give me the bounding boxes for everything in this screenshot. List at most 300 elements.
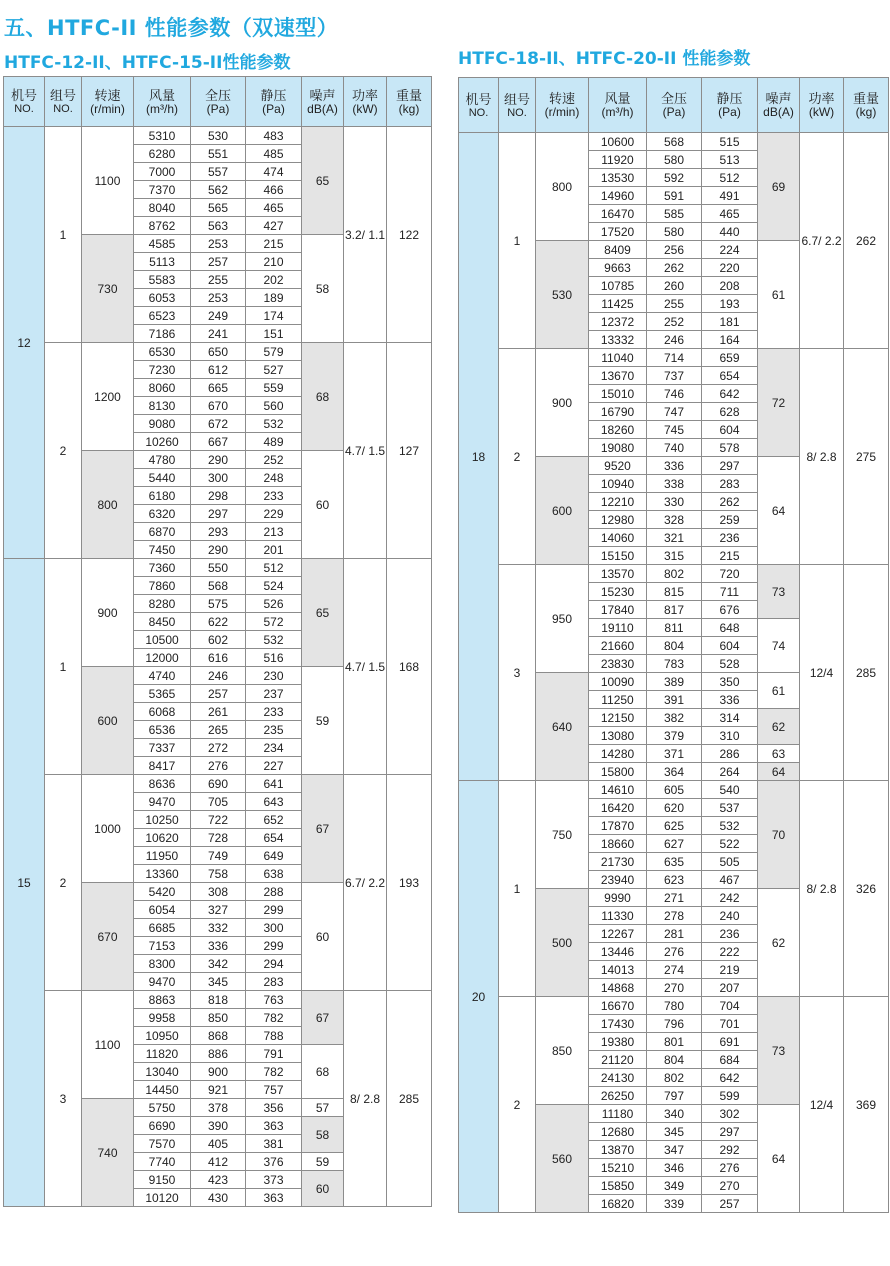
static-pressure-cell: 248 — [246, 469, 302, 487]
speed-cell: 640 — [536, 673, 589, 781]
static-pressure-cell: 427 — [246, 217, 302, 235]
weight-cell: 127 — [387, 343, 432, 559]
total-pressure-cell: 378 — [191, 1099, 246, 1117]
static-pressure-cell: 229 — [246, 505, 302, 523]
total-pressure-cell: 276 — [647, 943, 702, 961]
static-pressure-cell: 578 — [702, 439, 758, 457]
airflow-cell: 13530 — [589, 169, 647, 187]
static-pressure-cell: 283 — [702, 475, 758, 493]
airflow-cell: 6523 — [134, 307, 191, 325]
total-pressure-cell: 257 — [191, 253, 246, 271]
static-pressure-cell: 560 — [246, 397, 302, 415]
static-pressure-cell: 201 — [246, 541, 302, 559]
total-pressure-cell: 620 — [647, 799, 702, 817]
total-pressure-cell: 627 — [647, 835, 702, 853]
airflow-cell: 16820 — [589, 1195, 647, 1213]
static-pressure-cell: 270 — [702, 1177, 758, 1195]
header-machine-no — [459, 78, 499, 133]
speed-cell: 500 — [536, 889, 589, 997]
airflow-cell: 6320 — [134, 505, 191, 523]
total-pressure-cell: 815 — [647, 583, 702, 601]
total-pressure-cell: 580 — [647, 151, 702, 169]
static-pressure-cell: 213 — [246, 523, 302, 541]
speed-cell: 560 — [536, 1105, 589, 1213]
speed-cell: 730 — [82, 235, 134, 343]
noise-cell: 64 — [758, 1105, 800, 1213]
weight-cell: 285 — [844, 565, 889, 781]
static-pressure-cell: 528 — [702, 655, 758, 673]
total-pressure-cell: 801 — [647, 1033, 702, 1051]
static-pressure-cell: 757 — [246, 1081, 302, 1099]
total-pressure-cell: 332 — [191, 919, 246, 937]
noise-cell: 69 — [758, 133, 800, 241]
airflow-cell: 10620 — [134, 829, 191, 847]
static-pressure-cell: 381 — [246, 1135, 302, 1153]
airflow-cell: 11040 — [589, 349, 647, 367]
static-pressure-cell: 643 — [246, 793, 302, 811]
airflow-cell: 13332 — [589, 331, 647, 349]
header-unit: (Pa) — [718, 105, 741, 119]
static-pressure-cell: 224 — [702, 241, 758, 259]
airflow-cell: 7740 — [134, 1153, 191, 1171]
static-pressure-cell: 151 — [246, 325, 302, 343]
static-pressure-cell: 642 — [702, 385, 758, 403]
total-pressure-cell: 804 — [647, 1051, 702, 1069]
speed-cell: 1000 — [82, 775, 134, 883]
static-pressure-cell: 652 — [246, 811, 302, 829]
static-pressure-cell: 259 — [702, 511, 758, 529]
static-pressure-cell: 373 — [246, 1171, 302, 1189]
noise-cell: 61 — [758, 241, 800, 349]
airflow-cell: 8450 — [134, 613, 191, 631]
static-pressure-cell: 233 — [246, 487, 302, 505]
header-label: 机号 — [465, 91, 492, 107]
header-unit: dB(A) — [763, 105, 794, 119]
total-pressure-cell: 557 — [191, 163, 246, 181]
header-unit: (Pa) — [206, 101, 230, 116]
static-pressure-cell: 210 — [246, 253, 302, 271]
airflow-cell: 9470 — [134, 973, 191, 991]
total-pressure-cell: 391 — [647, 691, 702, 709]
static-pressure-cell: 512 — [246, 559, 302, 577]
total-pressure-cell: 262 — [647, 259, 702, 277]
airflow-cell: 9150 — [134, 1171, 191, 1189]
total-pressure-cell: 665 — [191, 379, 246, 397]
static-pressure-cell: 465 — [702, 205, 758, 223]
total-pressure-cell: 389 — [647, 673, 702, 691]
header-unit: (kg) — [855, 105, 877, 119]
airflow-cell: 11425 — [589, 295, 647, 313]
static-pressure-cell: 491 — [702, 187, 758, 205]
total-pressure-cell: 850 — [191, 1009, 246, 1027]
airflow-cell: 6068 — [134, 703, 191, 721]
airflow-cell: 15150 — [589, 547, 647, 565]
airflow-cell: 10260 — [134, 433, 191, 451]
airflow-cell: 15010 — [589, 385, 647, 403]
total-pressure-cell: 261 — [191, 703, 246, 721]
static-pressure-cell: 207 — [702, 979, 758, 997]
airflow-cell: 4585 — [134, 235, 191, 253]
page-title: 五、HTFC-II 性能参数（双速型） — [4, 16, 339, 40]
header-unit: (r/min) — [544, 105, 580, 119]
total-pressure-cell: 246 — [191, 667, 246, 685]
total-pressure-cell: 568 — [647, 133, 702, 151]
header-label: 转速 — [94, 87, 121, 103]
static-pressure-cell: 599 — [702, 1087, 758, 1105]
static-pressure-cell: 467 — [702, 871, 758, 889]
static-pressure-cell: 513 — [702, 151, 758, 169]
weight-cell: 262 — [844, 133, 889, 349]
table-row — [4, 559, 432, 577]
airflow-cell: 7337 — [134, 739, 191, 757]
total-pressure-cell: 921 — [191, 1081, 246, 1099]
header-label: 静压 — [260, 87, 287, 103]
total-pressure-cell: 405 — [191, 1135, 246, 1153]
static-pressure-cell: 286 — [702, 745, 758, 763]
header-airflow — [134, 77, 191, 127]
total-pressure-cell: 563 — [191, 217, 246, 235]
airflow-cell: 8300 — [134, 955, 191, 973]
noise-cell: 68 — [302, 1045, 344, 1099]
header-unit: (kg) — [398, 101, 420, 116]
group-no-cell: 1 — [499, 133, 536, 349]
noise-cell: 73 — [758, 997, 800, 1105]
static-pressure-cell: 336 — [702, 691, 758, 709]
weight-cell: 285 — [387, 991, 432, 1207]
total-pressure-cell: 625 — [647, 817, 702, 835]
airflow-cell: 5583 — [134, 271, 191, 289]
power-cell: 8/ 2.8 — [344, 991, 387, 1207]
static-pressure-cell: 236 — [702, 925, 758, 943]
speed-cell: 740 — [82, 1099, 134, 1207]
static-pressure-cell: 638 — [246, 865, 302, 883]
noise-cell: 64 — [758, 763, 800, 781]
noise-cell: 67 — [302, 991, 344, 1045]
airflow-cell: 8040 — [134, 199, 191, 217]
header-label: 噪声 — [765, 91, 792, 106]
airflow-cell: 6536 — [134, 721, 191, 739]
airflow-cell: 24130 — [589, 1069, 647, 1087]
header-unit: (Pa) — [662, 105, 686, 119]
total-pressure-cell: 623 — [647, 871, 702, 889]
airflow-cell: 16470 — [589, 205, 647, 223]
airflow-cell: 12210 — [589, 493, 647, 511]
weight-cell: 168 — [387, 559, 432, 775]
total-pressure-cell: 796 — [647, 1015, 702, 1033]
static-pressure-cell: 485 — [246, 145, 302, 163]
static-pressure-cell: 181 — [702, 313, 758, 331]
total-pressure-cell: 345 — [191, 973, 246, 991]
static-pressure-cell: 579 — [246, 343, 302, 361]
airflow-cell: 8130 — [134, 397, 191, 415]
static-pressure-cell: 559 — [246, 379, 302, 397]
header-label: 转速 — [548, 91, 575, 106]
airflow-cell: 8762 — [134, 217, 191, 235]
noise-cell: 60 — [302, 1171, 344, 1207]
header-unit: dB(A) — [307, 101, 338, 116]
weight-cell: 326 — [844, 781, 889, 997]
power-cell: 6.7/ 2.2 — [800, 133, 844, 349]
airflow-cell: 9958 — [134, 1009, 191, 1027]
airflow-cell: 7230 — [134, 361, 191, 379]
airflow-cell: 23940 — [589, 871, 647, 889]
header-label: 重量 — [395, 87, 422, 103]
total-pressure-cell: 349 — [647, 1177, 702, 1195]
group-no-cell: 1 — [499, 781, 536, 997]
static-pressure-cell: 532 — [702, 817, 758, 835]
static-pressure-cell: 516 — [246, 649, 302, 667]
static-pressure-cell: 283 — [246, 973, 302, 991]
static-pressure-cell: 237 — [246, 685, 302, 703]
weight-cell: 275 — [844, 349, 889, 565]
machine-no-cell: 18 — [459, 133, 499, 781]
power-cell: 12/4 — [800, 565, 844, 781]
total-pressure-cell: 382 — [647, 709, 702, 727]
power-cell: 4.7/ 1.5 — [344, 343, 387, 559]
total-pressure-cell: 650 — [191, 343, 246, 361]
airflow-cell: 15800 — [589, 763, 647, 781]
table-row — [4, 775, 432, 793]
header-power — [344, 77, 387, 127]
noise-cell: 59 — [302, 667, 344, 775]
total-pressure-cell: 616 — [191, 649, 246, 667]
static-pressure-cell: 227 — [246, 757, 302, 775]
static-pressure-cell: 208 — [702, 277, 758, 295]
static-pressure-cell: 512 — [702, 169, 758, 187]
total-pressure-cell: 804 — [647, 637, 702, 655]
static-pressure-cell: 628 — [702, 403, 758, 421]
static-pressure-cell: 648 — [702, 619, 758, 637]
header-label: 全压 — [204, 87, 231, 103]
noise-cell: 68 — [302, 343, 344, 451]
total-pressure-cell: 308 — [191, 883, 246, 901]
static-pressure-cell: 233 — [246, 703, 302, 721]
total-pressure-cell: 672 — [191, 415, 246, 433]
header-unit: NO. — [468, 106, 489, 119]
airflow-cell: 10500 — [134, 631, 191, 649]
airflow-cell: 5365 — [134, 685, 191, 703]
static-pressure-cell: 234 — [246, 739, 302, 757]
airflow-cell: 8409 — [589, 241, 647, 259]
performance-table-18-20 — [458, 77, 889, 1213]
power-cell: 12/4 — [800, 997, 844, 1213]
airflow-cell: 8280 — [134, 595, 191, 613]
table-row — [459, 349, 889, 367]
airflow-cell: 14280 — [589, 745, 647, 763]
header-label: 功率 — [351, 87, 378, 103]
static-pressure-cell: 276 — [702, 1159, 758, 1177]
static-pressure-cell: 189 — [246, 289, 302, 307]
total-pressure-cell: 591 — [647, 187, 702, 205]
airflow-cell: 6280 — [134, 145, 191, 163]
header-static-pressure — [246, 77, 302, 127]
airflow-cell: 19110 — [589, 619, 647, 637]
speed-cell: 850 — [536, 997, 589, 1105]
header-label: 全压 — [660, 91, 687, 106]
total-pressure-cell: 249 — [191, 307, 246, 325]
group-no-cell: 2 — [45, 775, 82, 991]
airflow-cell: 9470 — [134, 793, 191, 811]
static-pressure-cell: 489 — [246, 433, 302, 451]
total-pressure-cell: 758 — [191, 865, 246, 883]
airflow-cell: 5420 — [134, 883, 191, 901]
noise-cell: 59 — [302, 1153, 344, 1171]
total-pressure-cell: 340 — [647, 1105, 702, 1123]
airflow-cell: 10785 — [589, 277, 647, 295]
total-pressure-cell: 728 — [191, 829, 246, 847]
airflow-cell: 7570 — [134, 1135, 191, 1153]
airflow-cell: 14610 — [589, 781, 647, 799]
header-airflow — [589, 78, 647, 133]
static-pressure-cell: 527 — [246, 361, 302, 379]
static-pressure-cell: 659 — [702, 349, 758, 367]
static-pressure-cell: 440 — [702, 223, 758, 241]
static-pressure-cell: 483 — [246, 127, 302, 145]
speed-cell: 900 — [82, 559, 134, 667]
airflow-cell: 9520 — [589, 457, 647, 475]
header-unit: (kW) — [808, 105, 835, 119]
airflow-cell: 17870 — [589, 817, 647, 835]
total-pressure-cell: 605 — [647, 781, 702, 799]
header-total-pressure — [647, 78, 702, 133]
airflow-cell: 17840 — [589, 601, 647, 619]
header-unit: (m³/h) — [601, 105, 634, 119]
speed-cell: 1200 — [82, 343, 134, 451]
static-pressure-cell: 526 — [246, 595, 302, 613]
group-no-cell: 2 — [499, 349, 536, 565]
header-noise — [758, 78, 800, 133]
static-pressure-cell: 164 — [702, 331, 758, 349]
total-pressure-cell: 315 — [647, 547, 702, 565]
static-pressure-cell: 642 — [702, 1069, 758, 1087]
table-row — [459, 565, 889, 583]
static-pressure-cell: 654 — [246, 829, 302, 847]
static-pressure-cell: 252 — [246, 451, 302, 469]
airflow-cell: 8060 — [134, 379, 191, 397]
group-no-cell: 2 — [45, 343, 82, 559]
noise-cell: 57 — [302, 1099, 344, 1117]
airflow-cell: 7450 — [134, 541, 191, 559]
total-pressure-cell: 737 — [647, 367, 702, 385]
total-pressure-cell: 811 — [647, 619, 702, 637]
header-label: 机号 — [10, 88, 37, 103]
static-pressure-cell: 292 — [702, 1141, 758, 1159]
static-pressure-cell: 604 — [702, 637, 758, 655]
total-pressure-cell: 328 — [647, 511, 702, 529]
total-pressure-cell: 551 — [191, 145, 246, 163]
total-pressure-cell: 602 — [191, 631, 246, 649]
airflow-cell: 11950 — [134, 847, 191, 865]
static-pressure-cell: 302 — [702, 1105, 758, 1123]
total-pressure-cell: 746 — [647, 385, 702, 403]
machine-no-cell: 12 — [4, 127, 45, 559]
airflow-cell: 8636 — [134, 775, 191, 793]
noise-cell: 63 — [758, 745, 800, 763]
static-pressure-cell: 219 — [702, 961, 758, 979]
static-pressure-cell: 230 — [246, 667, 302, 685]
total-pressure-cell: 338 — [647, 475, 702, 493]
total-pressure-cell: 255 — [647, 295, 702, 313]
static-pressure-cell: 788 — [246, 1027, 302, 1045]
airflow-cell: 9663 — [589, 259, 647, 277]
header-group-no — [45, 77, 82, 127]
total-pressure-cell: 802 — [647, 565, 702, 583]
total-pressure-cell: 255 — [191, 271, 246, 289]
airflow-cell: 19080 — [589, 439, 647, 457]
total-pressure-cell: 714 — [647, 349, 702, 367]
total-pressure-cell: 667 — [191, 433, 246, 451]
airflow-cell: 11180 — [589, 1105, 647, 1123]
noise-cell: 60 — [302, 451, 344, 559]
airflow-cell: 11330 — [589, 907, 647, 925]
static-pressure-cell: 242 — [702, 889, 758, 907]
header-speed — [536, 78, 589, 133]
weight-cell: 193 — [387, 775, 432, 991]
airflow-cell: 7860 — [134, 577, 191, 595]
airflow-cell: 16670 — [589, 997, 647, 1015]
power-cell: 8/ 2.8 — [800, 349, 844, 565]
static-pressure-cell: 236 — [702, 529, 758, 547]
static-pressure-cell: 220 — [702, 259, 758, 277]
total-pressure-cell: 346 — [647, 1159, 702, 1177]
table-row — [459, 133, 889, 151]
airflow-cell: 8417 — [134, 757, 191, 775]
static-pressure-cell: 641 — [246, 775, 302, 793]
airflow-cell: 6685 — [134, 919, 191, 937]
total-pressure-cell: 802 — [647, 1069, 702, 1087]
total-pressure-cell: 900 — [191, 1063, 246, 1081]
static-pressure-cell: 532 — [246, 415, 302, 433]
total-pressure-cell: 635 — [647, 853, 702, 871]
static-pressure-cell: 791 — [246, 1045, 302, 1063]
total-pressure-cell: 298 — [191, 487, 246, 505]
static-pressure-cell: 257 — [702, 1195, 758, 1213]
static-pressure-cell: 193 — [702, 295, 758, 313]
airflow-cell: 18660 — [589, 835, 647, 853]
airflow-cell: 5440 — [134, 469, 191, 487]
static-pressure-cell: 363 — [246, 1189, 302, 1207]
total-pressure-cell: 797 — [647, 1087, 702, 1105]
static-pressure-cell: 215 — [246, 235, 302, 253]
static-pressure-cell: 704 — [702, 997, 758, 1015]
airflow-cell: 13870 — [589, 1141, 647, 1159]
total-pressure-cell: 705 — [191, 793, 246, 811]
total-pressure-cell: 868 — [191, 1027, 246, 1045]
speed-cell: 1100 — [82, 127, 134, 235]
header-unit: (Pa) — [262, 101, 285, 116]
airflow-cell: 7186 — [134, 325, 191, 343]
airflow-cell: 6180 — [134, 487, 191, 505]
total-pressure-cell: 271 — [647, 889, 702, 907]
group-no-cell: 3 — [499, 565, 536, 781]
header-weight — [387, 77, 432, 127]
airflow-cell: 14013 — [589, 961, 647, 979]
static-pressure-cell: 466 — [246, 181, 302, 199]
total-pressure-cell: 818 — [191, 991, 246, 1009]
static-pressure-cell: 465 — [246, 199, 302, 217]
total-pressure-cell: 379 — [647, 727, 702, 745]
airflow-cell: 26250 — [589, 1087, 647, 1105]
noise-cell: 73 — [758, 565, 800, 619]
airflow-cell: 10120 — [134, 1189, 191, 1207]
airflow-cell: 16420 — [589, 799, 647, 817]
airflow-cell: 5310 — [134, 127, 191, 145]
header-speed — [82, 77, 134, 127]
airflow-cell: 10950 — [134, 1027, 191, 1045]
total-pressure-cell: 297 — [191, 505, 246, 523]
airflow-cell: 14960 — [589, 187, 647, 205]
power-cell: 3.2/ 1.1 — [344, 127, 387, 343]
